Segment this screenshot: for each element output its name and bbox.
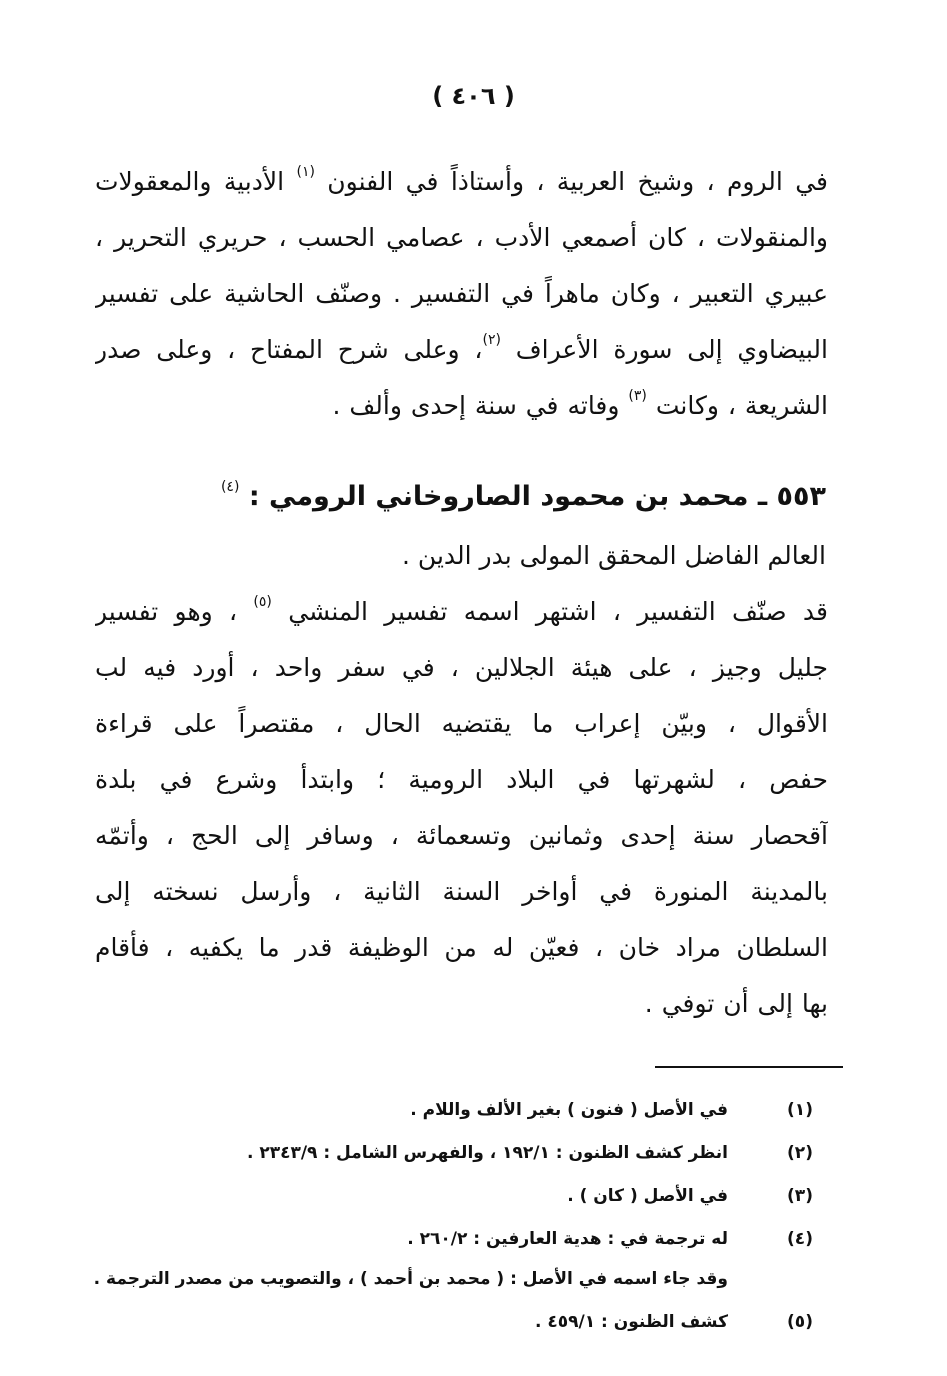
footnote-text: انظر كشف الظنون : ١٩٢/١ ، والفهرس الشامل : ٢٣٤٣/٩ . (246, 1143, 728, 1163)
footnote-number: (٣) (787, 1186, 813, 1206)
footnote-number: (٢) (787, 1143, 813, 1163)
text-line: الأقوال ، وبيّن إعراب ما يقتضيه الحال ، مقتصراً على قراءة (95, 709, 828, 738)
text-line (95, 154, 828, 210)
footnote-continuation (93, 1262, 820, 1302)
footnote-divider (655, 1066, 843, 1068)
entry-subtitle: العالم الفاضل المحقق المولى بدر الدين . (402, 541, 826, 570)
footnote-ref: (٢) (482, 332, 501, 348)
text-line: آقحصار سنة إحدى وثمانين وتسعمائة ، وسافر إلى الحج ، وأتمّه (95, 821, 828, 850)
entry-heading (221, 472, 826, 522)
text-segment: الأدبية والمعقولات (95, 167, 285, 196)
entry-dash: ـ (757, 481, 768, 512)
paragraph-2 (95, 584, 828, 1032)
footnote-text: كشف الظنون : ٤٥٩/١ . (535, 1312, 728, 1332)
text-line: بالمدينة المنورة في أواخر السنة الثانية ، وأرسل نسخته إلى (95, 877, 828, 906)
text-segment: ، وهو تفسير (95, 597, 238, 626)
footnotes (93, 1090, 820, 1345)
text-line (95, 378, 828, 434)
footnote-item (120, 1302, 820, 1345)
entry-name: محمد بن محمود الصاروخاني الرومي : (248, 481, 749, 512)
footnote-number: (٥) (787, 1312, 813, 1332)
footnote-number: (١) (787, 1100, 813, 1120)
text-segment: الشريعة ، وكانت (655, 391, 828, 420)
footnote-item (120, 1133, 820, 1176)
footnote-ref: (٤) (220, 479, 240, 495)
text-line: جليل وجيز ، على هيئة الجلالين ، في سفر واحد ، أورد فيه لب (95, 653, 828, 682)
footnote-text: وقد جاء اسمه في الأصل : ( محمد بن أحمد ) ، والتصويب من مصدر الترجمة . (93, 1269, 728, 1289)
text-line: حفص ، لشهرتها في البلاد الرومية ؛ وابتدأ وشرع في بلدة (95, 765, 828, 794)
text-segment: وفاته في سنة إحدى وألف . (332, 391, 620, 420)
text-segment: ، وعلى شرح المفتاح ، وعلى صدر (95, 335, 483, 364)
text-line: والمنقولات ، كان أصمعي الأدب ، عصامي الحسب ، حريري التحرير ، (95, 223, 828, 252)
page-number: ( ٤٠٦ ) (432, 82, 515, 110)
entry-number: ٥٥٣ (776, 481, 826, 512)
footnote-item (120, 1219, 820, 1262)
footnote-ref: (٣) (628, 388, 647, 404)
text-line: بها إلى أن توفي . (644, 989, 828, 1018)
text-segment: في الروم ، وشيخ العربية ، وأستاذاً في الفنون (327, 167, 828, 196)
text-line (95, 584, 828, 640)
text-line: السلطان مراد خان ، فعيّن له من الوظيفة قدر ما يكفيه ، فأقام (95, 933, 828, 962)
footnote-text: في الأصل ( كان ) . (567, 1186, 728, 1206)
footnote-ref: (٥) (253, 594, 272, 610)
footnote-ref: (١) (296, 164, 315, 180)
text-segment: البيضاوي إلى سورة الأعراف (515, 335, 828, 364)
text-line (95, 322, 828, 378)
footnote-text: في الأصل ( فنون ) بغير الألف واللام . (410, 1100, 728, 1120)
footnote-item (120, 1090, 820, 1133)
footnote-number: (٤) (787, 1229, 813, 1249)
text-line: عبيري التعبير ، وكان ماهراً في التفسير . وصنّف الحاشية على تفسير (95, 279, 828, 308)
footnote-item (120, 1176, 820, 1219)
text-segment: قد صنّف التفسير ، اشتهر اسمه تفسير المنشي (288, 597, 828, 626)
paragraph-1 (95, 154, 828, 434)
footnote-text: له ترجمة في : هدية العارفين : ٢٦٠/٢ . (407, 1229, 728, 1249)
